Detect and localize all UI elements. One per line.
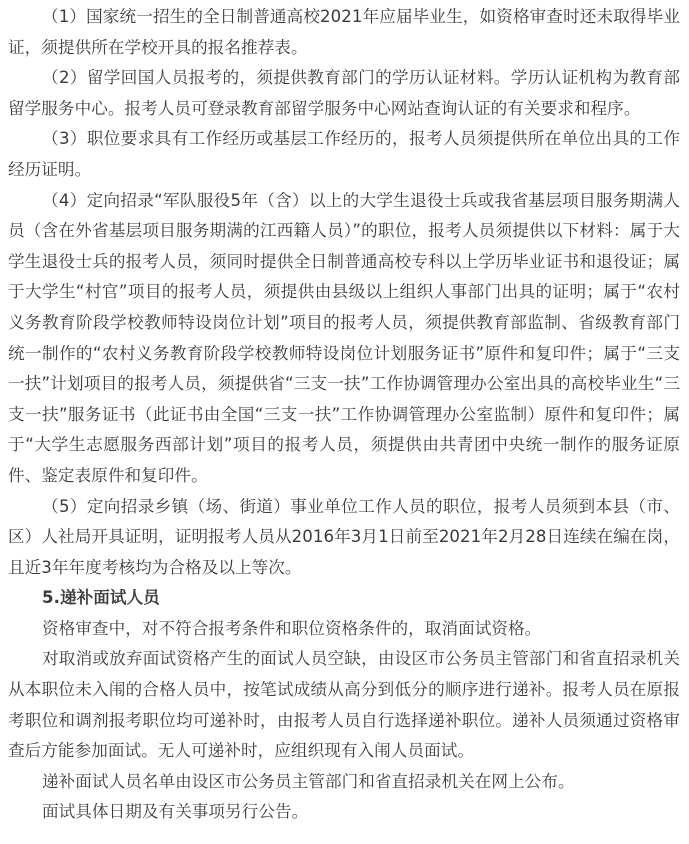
paragraph-vacancy-fill: 对取消或放弃面试资格产生的面试人员空缺，由设区市公务员主管部门和省直招录机关从本职位未入闱的合格人员中，按笔试成绩从高分到低分的顺序进行递补。报考人员在原报考职位和调剂报考职位均可递补时，由报考人员自行选择递补职位。递补人员须通过资格审查后方能参加面试。无人可递补时，应组织现有入闱人员面试。: [8, 649, 680, 761]
paragraph-overseas-credential: （2）留学回国人员报考的，须提供教育部门的学历认证材料。学历认证机构为教育部留学服务中心。报考人员可登录教育部留学服务中心网站查询认证的有关要求和程序。: [8, 68, 680, 118]
paragraph-disqualification: 资格审查中，对不符合报考条件和职位资格条件的，取消面试资格。: [42, 618, 542, 638]
paragraph-interview-date: 面试具体日期及有关事项另行公告。: [42, 802, 309, 822]
paragraph-work-experience: （3）职位要求具有工作经历或基层工作经历的，报考人员须提供所在单位出具的工作经历证明。: [8, 129, 680, 179]
paragraph-list-publication: 递补面试人员名单由设区市公务员主管部门和省直招录机关在网上公布。: [42, 771, 575, 791]
paragraph-targeted-township: （5）定向招录乡镇（场、街道）事业单位工作人员的职位，报考人员须到本县（市、区）人社局开具证明，证明报考人员从2016年3月1日前至2021年2月28日连续在编在岗，且近3年年度考核均为合格及以上等次。: [8, 496, 680, 577]
document-body: [8, 2, 680, 828]
paragraph-graduate-recommendation: （1）国家统一招生的全日制普通高校2021年应届毕业生，如资格审查时还未取得毕业证，须提供所在学校开具的报名推荐表。: [8, 7, 680, 57]
paragraph-targeted-veterans: （4）定向招录“军队服役5年（含）以上的大学生退役士兵或我省基层项目服务期满人员（含在外省基层项目服务期满的江西籍人员）”的职位，报考人员须提供以下材料：属于大学生退役士兵的报考人员，须同时提供全日制普通高校专科以上学历毕业证书和退役证；属于大学生“村官”项目的报考人员，须提供由县级以上组织人事部门出具的证明；属于“农村义务教育阶段学校教师特设岗位计划”项目的报考人员，须提供教育部监制、省级教育部门统一制作的“农村义务教育阶段学校教师特设岗位计划服务证书”原件和复印件；属于“三支一扶”计划项目的报考人员，须提供省“三支一扶”工作协调管理办公室出具的高校毕业生“三支一扶”服务证书（此证书由全国“三支一扶”工作协调管理办公室监制）原件和复印件；属于“大学生志愿服务西部计划”项目的报考人员，须提供由共青团中央统一制作的服务证原件、鉴定表原件和复印件。: [8, 190, 680, 485]
section-heading: 5.递补面试人员: [42, 588, 160, 608]
